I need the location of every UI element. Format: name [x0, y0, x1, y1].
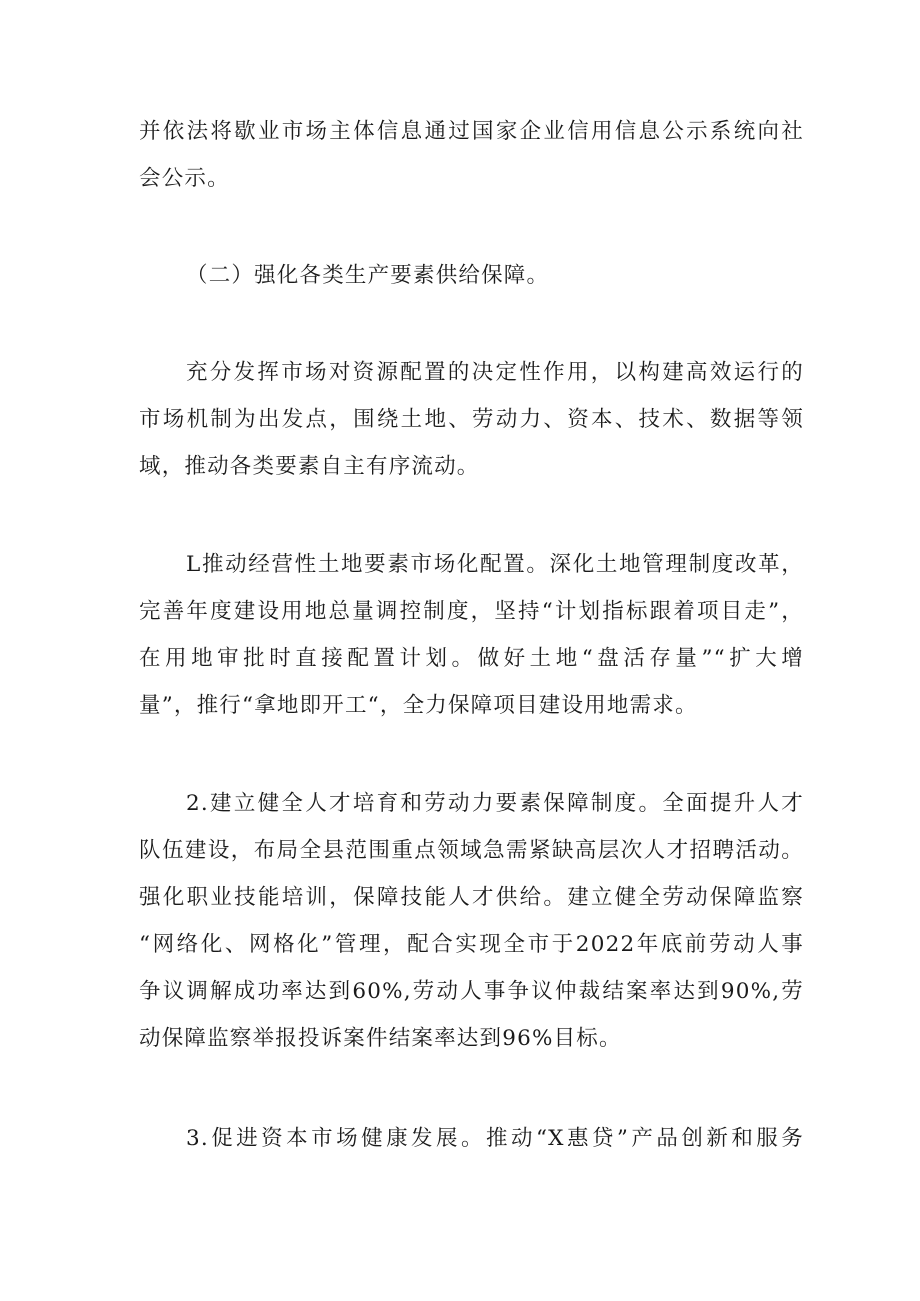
paragraph-land-reform	[139, 541, 804, 729]
text-line: “网络化、网格化”管理，配合实现全市于2022年底前劳动人事	[139, 932, 804, 957]
text-line: 3.促进资本市场健康发展。推动“X惠贷”产品创新和服务	[186, 1126, 804, 1151]
text-line: 动保障监察举报投诉案件结案率达到96%目标。	[139, 1026, 622, 1051]
text-line: 市场机制为出发点，围绕土地、劳动力、资本、技术、数据等领	[139, 407, 804, 432]
paragraph-capital-market	[139, 1115, 804, 1162]
paragraph-talent-labor	[139, 780, 804, 1062]
text-line: L推动经营性土地要素市场化配置。深化土地管理制度改革，	[186, 552, 804, 577]
text-line: 域，推动各类要素自主有序流动。	[139, 454, 480, 479]
paragraph-credit-disclosure	[139, 108, 804, 202]
text-line: 量”，推行“拿地即开工“，全力保障项目建设用地需求。	[139, 693, 698, 718]
text-line: 会公示。	[139, 166, 230, 191]
text-line: 充分发挥市场对资源配置的决定性作用，以构建高效运行的	[186, 360, 804, 385]
text-line: 在用地审批时直接配置计划。做好土地“盘活存量”“扩大增	[139, 646, 804, 671]
text-line: 完善年度建设用地总量调控制度，坚持“计划指标跟着项目走”，	[139, 599, 804, 624]
paragraph-market-allocation	[139, 349, 804, 490]
section-heading: （二）强化各类生产要素供给保障。	[186, 263, 550, 288]
text-line: 2.建立健全人才培育和劳动力要素保障制度。全面提升人才	[186, 791, 804, 816]
text-line: 争议调解成功率达到60%,劳动人事争议仲裁结案率达到90%,劳	[139, 979, 804, 1004]
text-line: 队伍建设，布局全县范围重点领域急需紧缺高层次人才招聘活动。	[139, 838, 804, 863]
text-line: 并依法将歇业市场主体信息通过国家企业信用信息公示系统向社	[139, 119, 804, 144]
text-line: 强化职业技能培训，保障技能人才供给。建立健全劳动保障监察	[139, 885, 804, 910]
